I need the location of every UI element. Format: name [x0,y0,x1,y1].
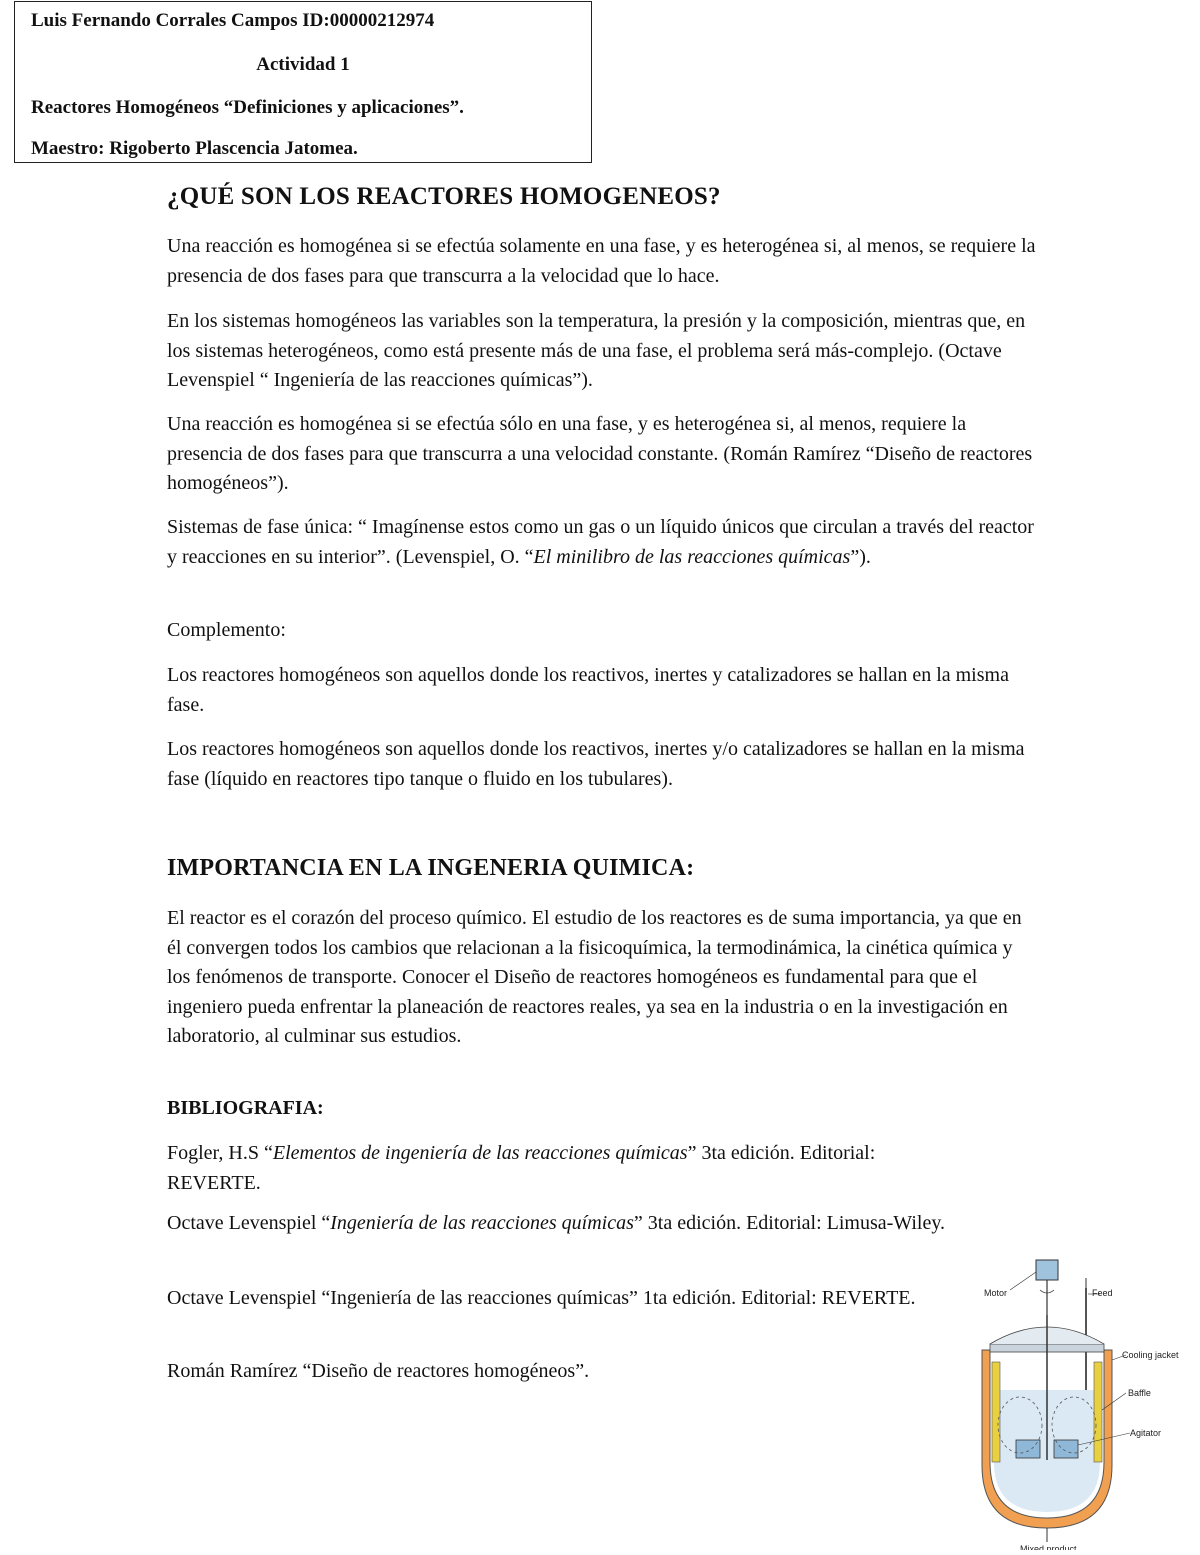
activity-title: Actividad 1 [256,54,350,75]
baffle-right [1094,1362,1102,1462]
reference-3: Octave Levenspiel “Ingeniería de las reacciones químicas” 1ta edición. Editorial: REVERTE. [167,1287,916,1309]
agitator-blade-right [1054,1440,1078,1458]
book-title-italic: El minilibro de las reacciones químicas [533,545,851,568]
reference-2: Octave Levenspiel “Ingeniería de las reacciones químicas” 3ta edición. Editorial: Limusa-Wiley. [167,1212,946,1234]
reference-1: Fogler, H.S “Elementos de ingeniería de las reacciones químicas” 3ta edición. Editorial: REVERTE. [167,1142,876,1194]
motor-leader [1010,1272,1036,1290]
agitator-blade-left [1016,1440,1040,1458]
section-title-what-are: ¿QUÉ SON LOS REACTORES HOMOGENEOS? [167,183,721,210]
complemento-label: Complemento: [167,619,286,641]
paragraph-2: En los sistemas homogéneos las variables son la temperatura, la presión y la composición, mientras que, en los sistemas heterogéneos, como está presente más de una fase, el problema será más-complejo. (Octave Levenspiel “ Ingeniería de las reacciones químicas”). [167,310,1026,391]
label-baffle: Baffle [1128,1388,1151,1398]
paragraph-3: Una reacción es homogénea si se efectúa sólo en una fase, y es heterogénea si, al menos, requiere la presencia de dos fases para que transcurra a una velocidad constante. (Román Ramírez “Diseño de reactores homogéneos”). [167,413,1033,494]
label-cooling-jacket: Cooling jacket [1122,1350,1179,1360]
header-box [14,1,592,163]
reactor-diagram-svg [970,1250,1196,1550]
paragraph-4: Sistemas de fase única: “ Imagínense estos como un gas o un líquido únicos que circulan a través del reactor y reacciones en su interior”. (Levenspiel, O. “El minilibro de las reacciones químicas”). [167,516,1034,568]
bibliography-title: BIBLIOGRAFIA: [167,1097,324,1119]
topic-line: Reactores Homogéneos “Definiciones y aplicaciones”. [31,97,464,118]
paragraph-6: Los reactores homogéneos son aquellos donde los reactivos, inertes y/o catalizadores se hallan en la misma fase (líquido en reactores tipo tanque o fluido en los tubulares). [167,738,1025,790]
label-agitator: Agitator [1130,1428,1162,1438]
reactor-diagram [970,1250,1196,1550]
paragraph-1: Una reacción es homogénea si se efectúa solamente en una fase, y es heterogénea si, al menos, se requiere la presencia de dos fases para que transcurra a la velocidad que lo hace. [167,235,1036,287]
reference-4: Román Ramírez “Diseño de reactores homogéneos”. [167,1360,590,1382]
label-motor: Motor [984,1288,1008,1298]
author-line: Luis Fernando Corrales Campos ID:00000212974 [31,10,435,31]
section-title-importance: IMPORTANCIA EN LA INGENERIA QUIMICA: [167,855,695,881]
baffle-left [992,1362,1000,1462]
label-feed: Feed [1092,1288,1113,1298]
label-mixed-product: Mixed product [1020,1544,1077,1550]
teacher-line: Maestro: Rigoberto Plascencia Jatomea. [31,138,358,159]
paragraph-5: Los reactores homogéneos son aquellos donde los reactivos, inertes y catalizadores se hallan en la misma fase. [167,664,1009,716]
importance-paragraph: El reactor es el corazón del proceso químico. El estudio de los reactores es de suma importancia, ya que en él convergen todos los cambios que relacionan a la fisicoquímica, la termodinámica, la cinética química y los fenómenos de transporte. Conocer el Diseño de reactores homogéneos es fundamental para que el ingeniero pueda enfrentar la planeación de reactores reales, ya sea en la industria o en la investigación en laboratorio, al culminar sus estudios. [167,907,1022,1047]
motor-box [1036,1260,1058,1280]
